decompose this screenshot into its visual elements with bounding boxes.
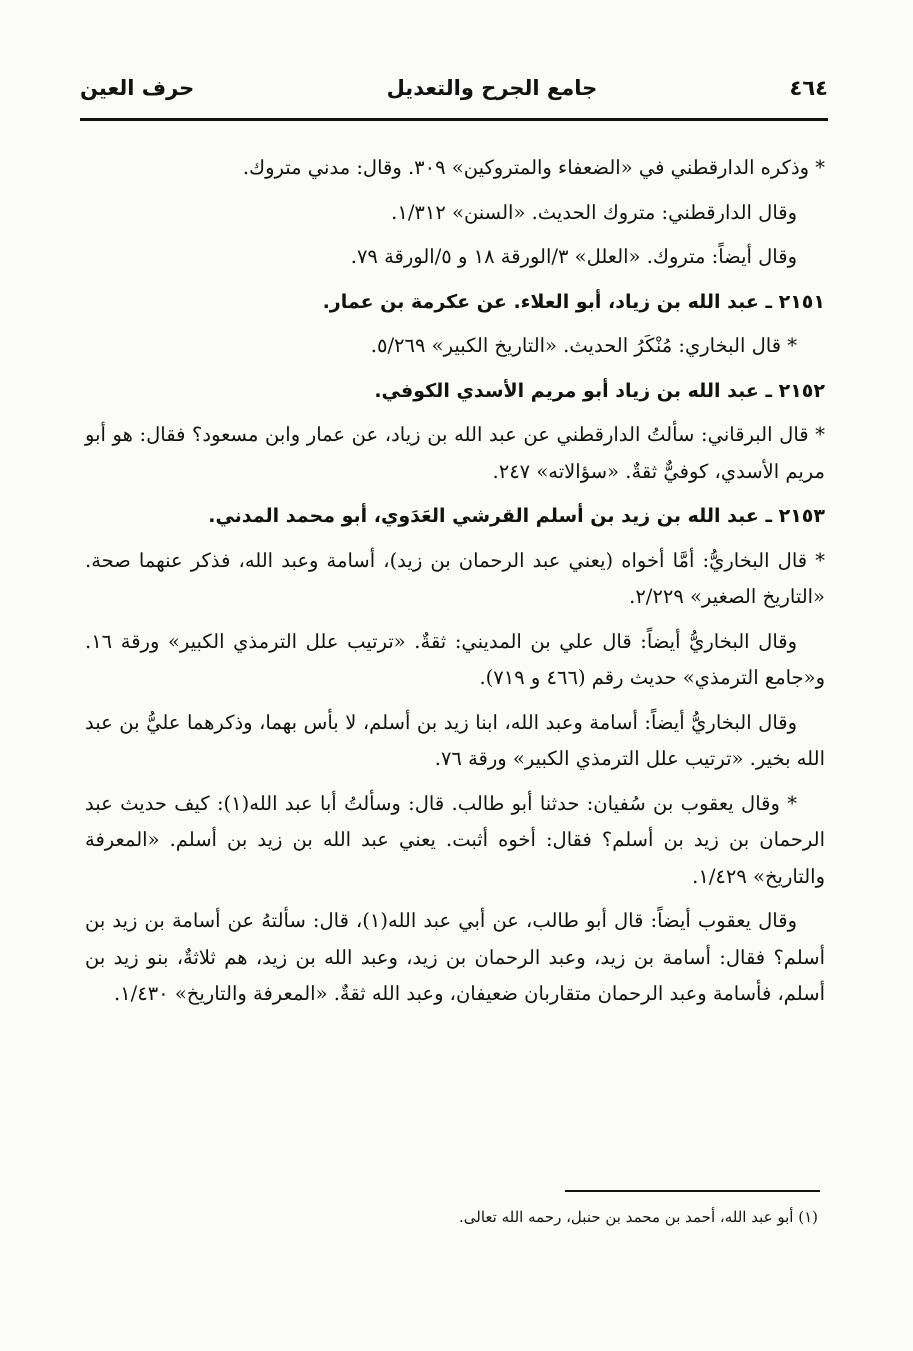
paragraph: وقال الدارقطني: متروك الحديث. «السنن» ١/٣١٢. — [391, 200, 797, 224]
entry-heading-2151: ٢١٥١ ـ عبد الله بن زياد، أبو العلاء. عن عكرمة بن عمار. — [322, 290, 825, 313]
page-body — [85, 150, 825, 1021]
footnote-rule — [565, 1190, 820, 1192]
paragraph: * وقال يعقوب بن سُفيان: حدثنا أبو طالب. قال: وسألتُ أبا عبد الله(١): كيف حديث عبد الرحمان بن زيد بن أسلم؟ فقال: أخوه أثبت. يعني عبد الله بن زيد بن أسلم. «المعرفة والتاريخ» ١/٤٢٩. — [85, 791, 825, 888]
running-header — [80, 62, 828, 114]
section-title: حرف العين — [80, 76, 195, 100]
page-number: ٤٦٤ — [789, 76, 828, 100]
paragraph: * قال البرقاني: سألتُ الدارقطني عن عبد الله بن زياد، عن عمار وابن مسعود؟ فقال: هو أبو مريم الأسدي، كوفيٌّ ثقةٌ. «سؤالاته» ٢٤٧. — [85, 423, 825, 483]
entry-heading-2153: ٢١٥٣ ـ عبد الله بن زيد بن أسلم القرشي العَدَوي، أبو محمد المدني. — [208, 505, 825, 527]
paragraph: وقال أيضاً: متروك. «العلل» ٣/الورقة ١٨ و ٥/الورقة ٧٩. — [350, 245, 797, 268]
header-rule — [80, 118, 828, 121]
paragraph: * قال البخاريُّ: أمَّا أخواه (يعني عبد الرحمان بن زيد)، أسامة وعبد الله، فذكر عنهما صحة. «التاريخ الصغير» ٢/٢٢٩. — [85, 548, 825, 608]
paragraph: * قال البخاري: مُنْكَرُ الحديث. «التاريخ الكبير» ٥/٢٦٩. — [370, 334, 797, 357]
paragraph: وقال البخاريُّ أيضاً: أسامة وعبد الله، ابنا زيد بن أسلم، لا بأس بهما، وذكرهما عليُّ بن عبد الله بخير. «ترتيب علل الترمذي الكبير» ورقة ٧٦. — [85, 710, 825, 770]
paragraph: وقال يعقوب أيضاً: قال أبو طالب، عن أبي عبد الله(١)، قال: سألتهُ عن أسامة بن زيد بن أسلم؟ فقال: أسامة بن زيد، وعبد الرحمان بن زيد، وعبد الله بن زيد، هم ثلاثةٌ، بنو زيد بن أسلم، فأسامة وعبد الرحمان متقاربان ضعيفان، وعبد الله ثقةٌ. «المعرفة والتاريخ» ١/٤٣٠. — [85, 909, 825, 1005]
paragraph: * وذكره الدارقطني في «الضعفاء والمتروكين» ٣٠٩. وقال: مدني متروك. — [242, 156, 825, 179]
paragraph: وقال البخاريُّ أيضاً: قال علي بن المديني: ثقةٌ. «ترتيب علل الترمذي الكبير» ورقة ١٦. و«جامع الترمذي» حديث رقم (٤٦٦ و ٧١٩). — [85, 629, 825, 689]
entry-heading-2152: ٢١٥٢ ـ عبد الله بن زياد أبو مريم الأسدي الكوفي. — [374, 379, 825, 402]
footnote: (١) أبو عبد الله، أحمد بن محمد بن حنبل، رحمه الله تعالى. — [458, 1208, 818, 1226]
book-title: جامع الجرح والتعديل — [386, 76, 598, 100]
